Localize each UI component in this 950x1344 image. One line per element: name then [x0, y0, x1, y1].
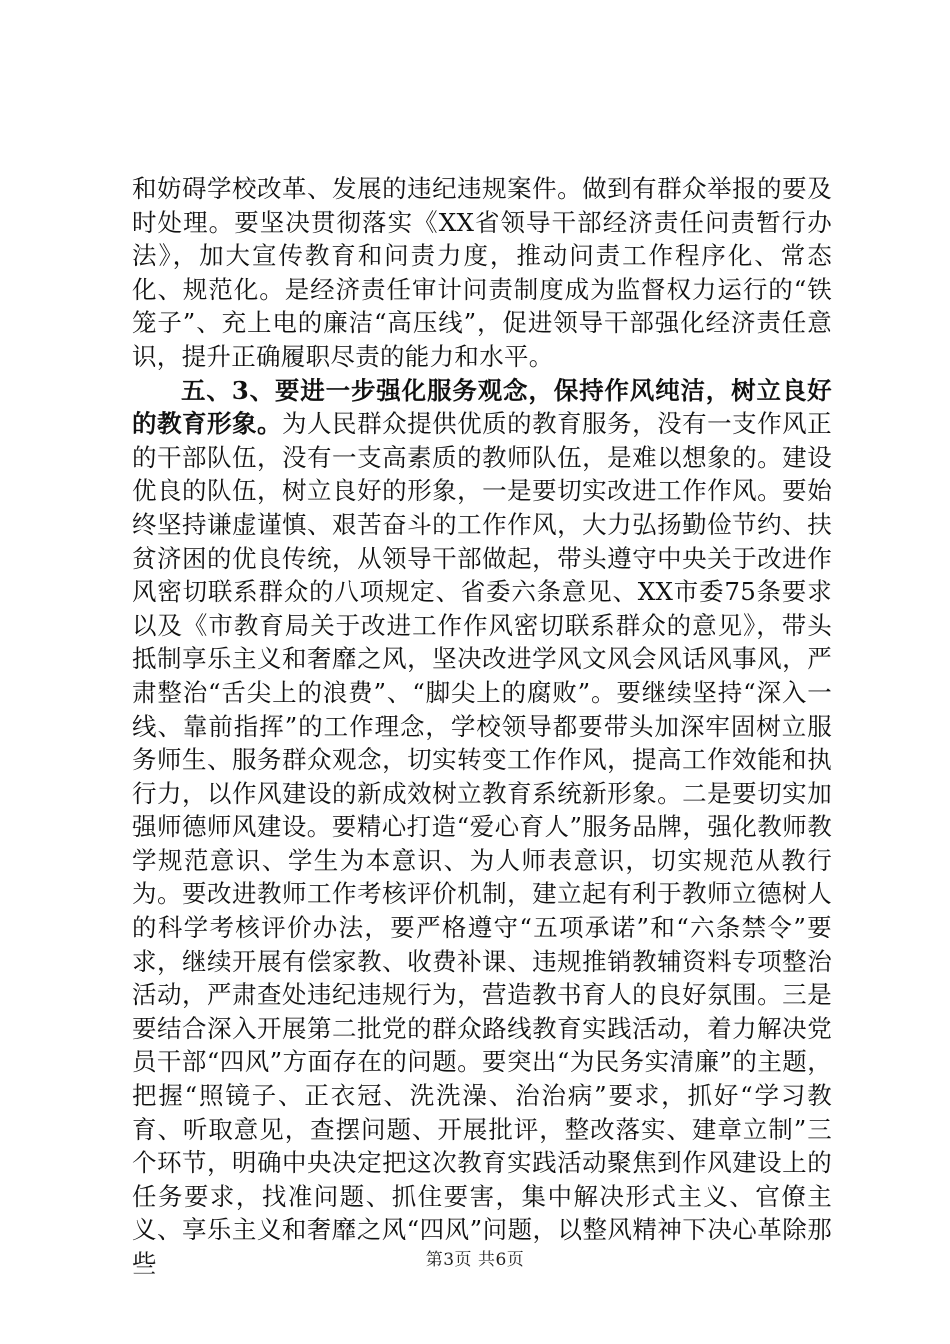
- paragraph-continued: 和妨碍学校改革、发展的违纪违规案件。做到有群众举报的要及时处理。要坚决贯彻落实《XX省领导干部经济责任问责暂行办法》，加大宣传教育和问责力度，推动问责工作程序化、常态化、规范化。是经济责任审计问责制度成为监督权力运行的“铁笼子”、充上电的廉洁“高压线”，促进领导干部强化经济责任意识，提升正确履职尽责的能力和水平。: [132, 174, 833, 371]
- document-body: [132, 172, 832, 1281]
- paragraph-section-five: [132, 374, 832, 1281]
- page-footer: 第3页 共6页: [425, 1250, 525, 1270]
- section-body: 为人民群众提供优质的教育服务，没有一支作风正的干部队伍，没有一支高素质的教师队伍，是难以想象的。建设优良的队伍，树立良好的形象，一是要切实改进工作作风。要始终坚持谦虚谨慎、艰苦奋斗的工作作风，大力弘扬勤俭节约、扶贫济困的优良传统，从领导干部做起，带头遵守中央关于改进作风密切联系群众的八项规定、省委六条意见、XX市委75条要求以及《市教育局关于改进工作作风密切联系群众的意见》，带头抵制享乐主义和奢靡之风，坚决改进学风文风会风话风事风，严肃整治“舌尖上的浪费”、“脚尖上的腐败”。要继续坚持“深入一线、靠前指挥”的工作理念，学校领导都要带头加深牢固树立服务师生、服务群众观念，切实转变工作作风，提高工作效能和执行力，以作风建设的新成效树立教育系统新形象。二是要切实加强师德师风建设。要精心打造“爱心育人”服务品牌，强化教师教学规范意识、学生为本意识、为人师表意识，切实规范从教行为。要改进教师工作考核评价机制，建立起有利于教师立德树人的科学考核评价办法，要严格遵守“五项承诺”和“六条禁令”要求，继续开展有偿家教、收费补课、违规推销教辅资料专项整治活动，严肃查处违纪违规行为，营造教书育人的良好氛围。三是要结合深入开展第二批党的群众路线教育实践活动，着力解决党员干部“四风”方面存在的问题。要突出“为民务实清廉”的主题，把握“照镜子、正衣冠、洗洗澡、治治病”要求，抓好“学习教育、听取意见，查摆问题、开展批评，整改落实、建章立制”三个环节，明确中央决定把这次教育实践活动聚焦到作风建设上的任务要求，找准问题、抓住要害，集中解决形式主义、官僚主义、享乐主义和奢靡之风“四风”问题，以整风精神下决心革除那些: [132, 409, 833, 1278]
- section-heading: 五、3、要进一步强化服务观念，保持作风纯洁，树立良好的教育形象。: [132, 375, 832, 439]
